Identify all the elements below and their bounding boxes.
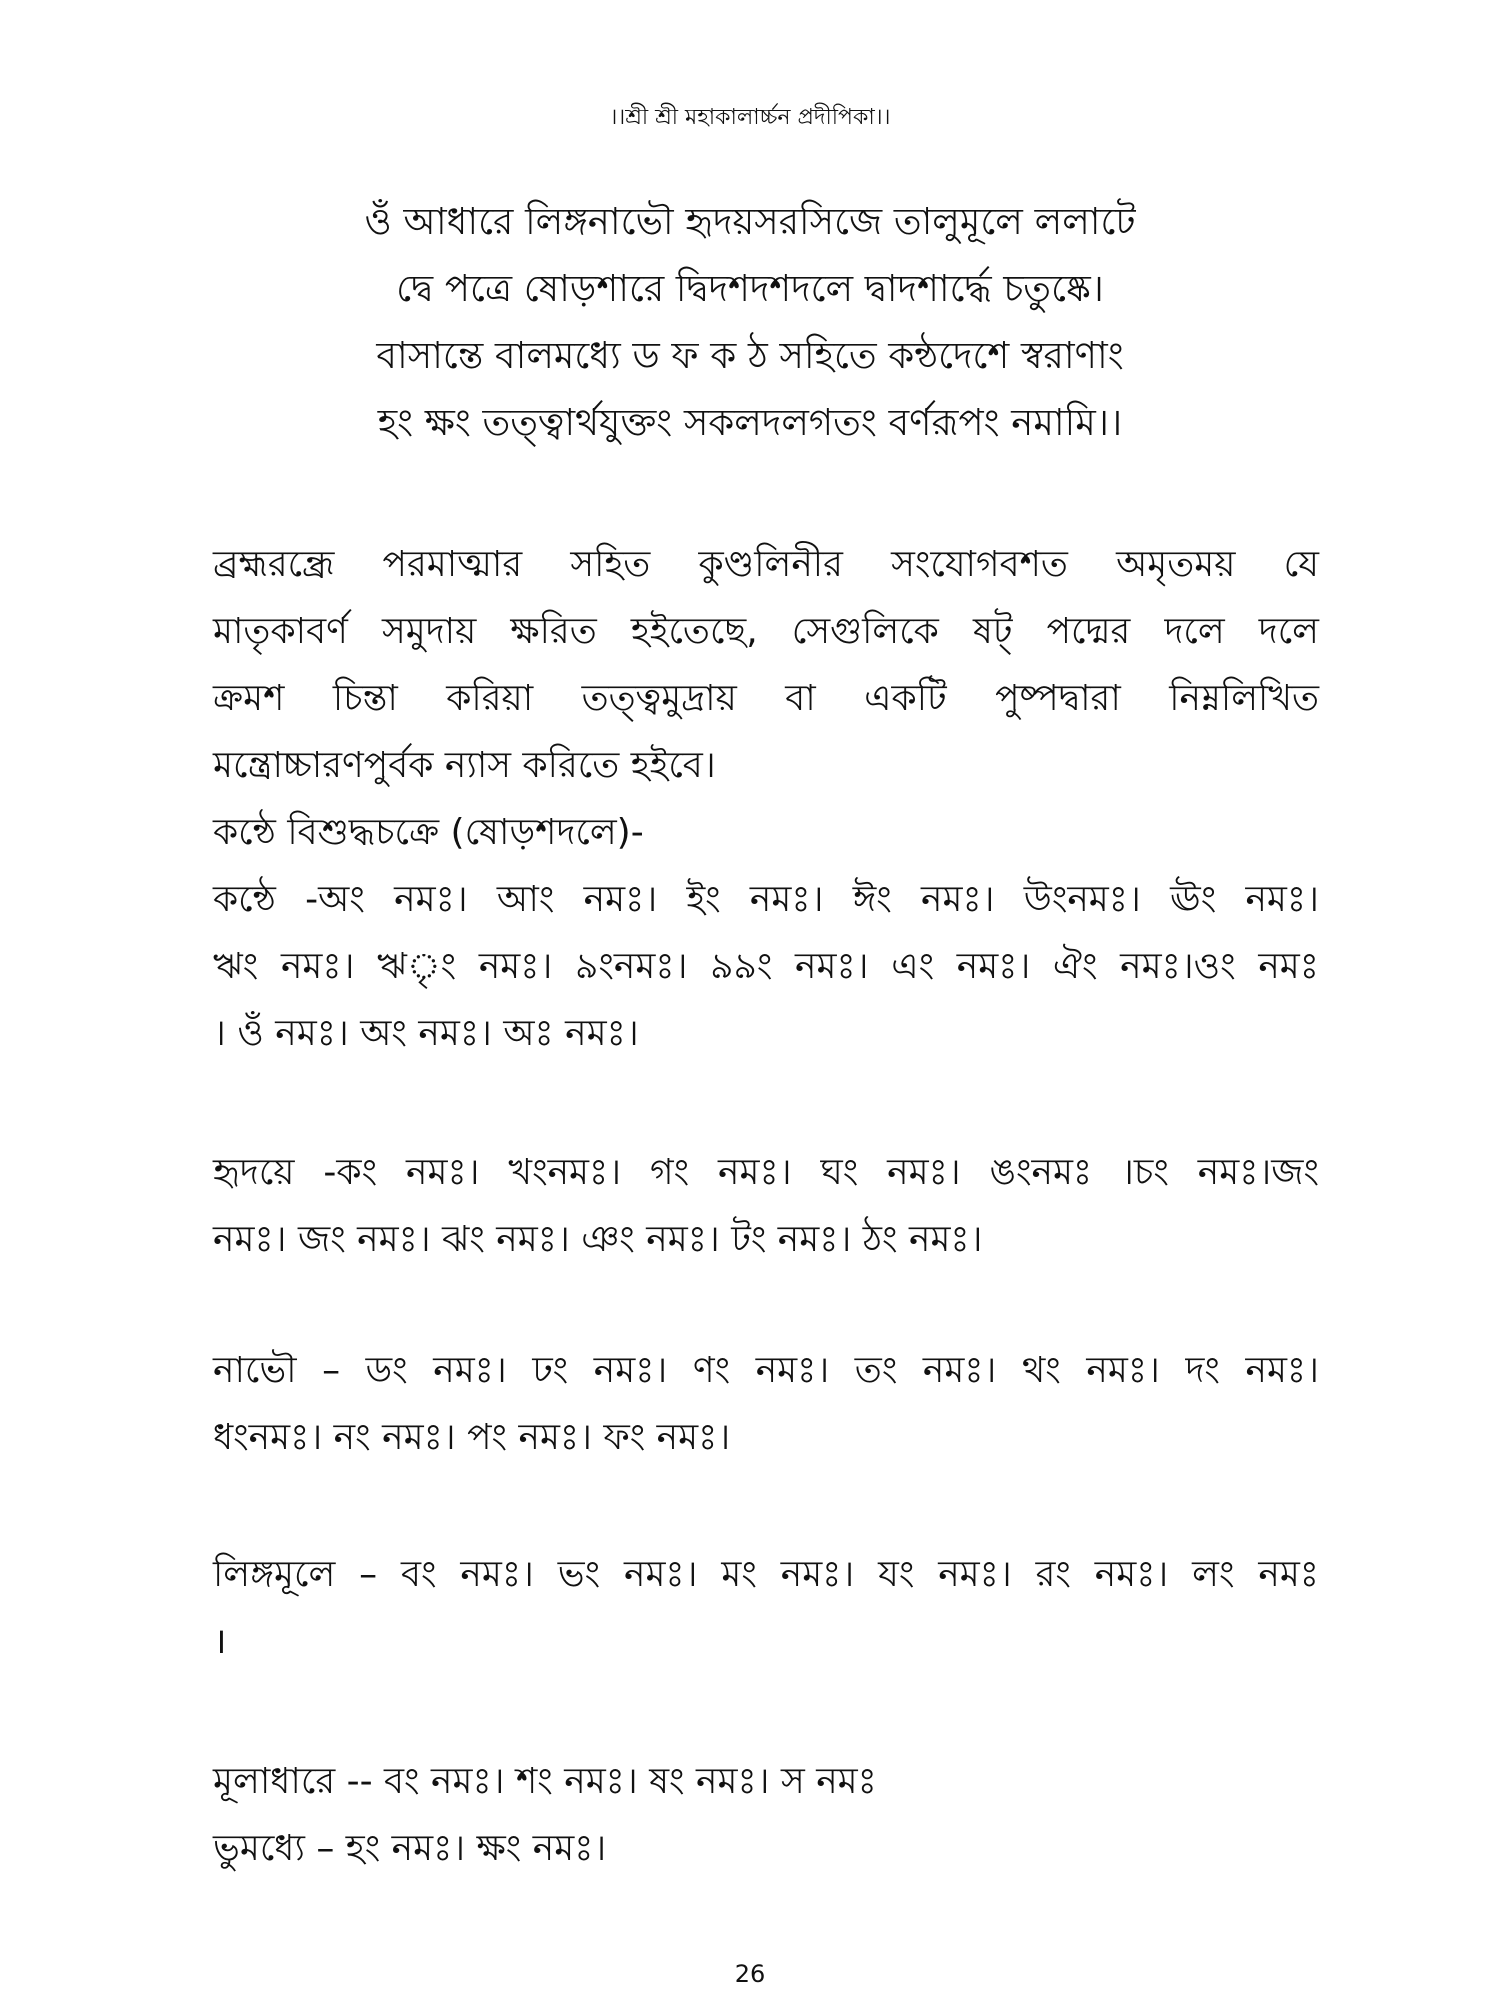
running-header: ।।শ্রী শ্রী মহাকালার্চ্চন প্রদীপিকা।। [609, 105, 891, 130]
nabhau-block [213, 1337, 1319, 1471]
mantra-line: নমঃ। জং নমঃ। ঝং নমঃ। ঞং নমঃ। টং নমঃ। ঠং নমঃ। [213, 1219, 983, 1260]
verse-line: ওঁ আধারে লিঙ্গনাভৌ হৃদয়সরসিজে তালুমূলে ললাটে [364, 200, 1136, 243]
mantra-line: ঋং নমঃ। ঋৃং নমঃ। ৯ংনমঃ। ৯৯ং নমঃ। এং নমঃ। ঐং নমঃ।ওং নমঃ [213, 946, 1319, 987]
mantra-line: ধংনমঃ। নং নমঃ। পং নমঃ। ফং নমঃ। [213, 1417, 731, 1458]
hridaye-block [213, 1139, 1319, 1273]
mantra-line: । ওঁ নমঃ। অং নমঃ। অঃ নমঃ। [213, 1013, 639, 1054]
paragraph-line: ব্রহ্মরন্ধ্রে পরমাত্মার সহিত কুণ্ডলিনীর সংযোগবশত অমৃতময় যে [213, 544, 1319, 585]
verse-line: হং ক্ষং তত্ত্বার্থযুক্তং সকলদলগতং বর্ণরূপং নমামি।। [377, 401, 1123, 444]
mantra-line: কন্ঠে -অং নমঃ। আং নমঃ। ইং নমঃ। ঈং নমঃ। উংনমঃ। ঊং নমঃ। [213, 879, 1319, 920]
mantra-line: নাভৌ – ডং নমঃ। ঢং নমঃ। ণং নমঃ। তং নমঃ। থং নমঃ। দং নমঃ। [213, 1350, 1319, 1391]
paragraph-line: মাতৃকাবর্ণ সমুদায় ক্ষরিত হইতেছে, সেগুলিকে ষট্ পদ্মের দলে দলে [213, 611, 1319, 652]
mantra-line: মূলাধারে -- বং নমঃ। শং নমঃ। ষং নমঃ। স নমঃ [213, 1761, 877, 1802]
verse-line: বাসান্তে বালমধ্যে ড ফ ক ঠ সহিতে কন্ঠদেশে স্বরাণাং [376, 334, 1124, 377]
mantra-line: । [213, 1621, 227, 1662]
paragraph-line: ক্রমশ চিন্তা করিয়া তত্ত্বমুদ্রায় বা একটি পুষ্পদ্বারা নিম্নলিখিত [213, 678, 1319, 719]
paragraph-line: মন্ত্রোচ্চারণপুর্বক ন্যাস করিতে হইবে। [213, 745, 716, 786]
verse-line: দ্বে পত্রে ষোড়শারে দ্বিদশদশদলে দ্বাদশার্দ্ধে চতুষ্কে। [396, 267, 1104, 310]
verse-block [250, 188, 1250, 456]
section-heading: কন্ঠে বিশুদ্ধচক্রে (ষোড়শদলে)- [213, 812, 644, 853]
muladhare-block [213, 1748, 1319, 1882]
mantra-line: হৃদয়ে -কং নমঃ। খংনমঃ। গং নমঃ। ঘং নমঃ। ঙংনমঃ ।চং নমঃ।জং [213, 1152, 1319, 1193]
page-number: 26 [734, 1960, 766, 1988]
mantra-line: লিঙ্গমূলে – বং নমঃ। ভং নমঃ। মং নমঃ। যং নমঃ। রং নমঃ। লং নমঃ [213, 1554, 1319, 1595]
mantra-line: ভুমধ্যে – হং নমঃ। ক্ষং নমঃ। [213, 1828, 607, 1869]
instruction-paragraph [213, 531, 1319, 1067]
lingamule-block [213, 1541, 1319, 1675]
